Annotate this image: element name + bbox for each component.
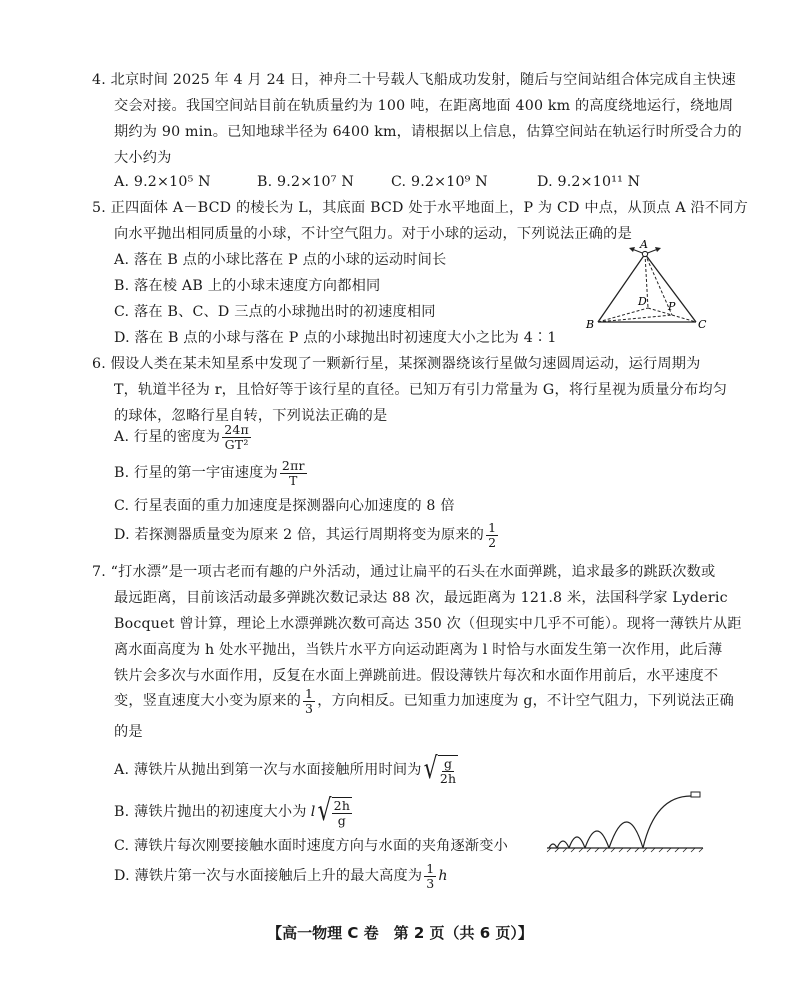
q6-option-d [114, 518, 500, 552]
q7-option-a-sqrt: √ $\frac{g}{2h}$ [423, 752, 457, 787]
q6-option-b [114, 456, 309, 490]
skipping-stone-figure [545, 782, 705, 854]
label-a: A [640, 238, 648, 251]
q6-line-1: 6. 假设人类在某未知星系中发现了一颗新行星，某探测器绕该行星做匀速圆周运动，运行周期为 [92, 356, 701, 372]
q7-line-3: Bocquet 曾计算，理论上水漂弹跳次数可高达 350 次（但现实中几乎不可能）。现将一薄铁片从距 [114, 616, 742, 632]
q6-option-b-text: B. 行星的第一宇宙速度为 [114, 465, 278, 481]
q4-line-4: 大小约为 [114, 150, 172, 166]
q6-option-d-fraction: $\frac{1}{2}$ [488, 519, 497, 550]
label-p: P [668, 300, 676, 313]
q6-option-b-fraction: $\frac{2\pi r}{T}$ [281, 457, 305, 488]
q6-option-a [114, 420, 253, 454]
q5-option-c: C. 落在 B、C、D 三点的小球抛出时的初速度相同 [114, 304, 436, 320]
q7-option-d-fraction: $\frac{1}{3}$ [426, 860, 435, 891]
q6-line-2: T，轨道半径为 r，且恰好等于该行星的直径。已知万有引力常量为 G，将行星视为质量分布均匀 [114, 382, 728, 398]
q7-line-7: 的是 [114, 724, 143, 740]
q7-option-d: D. 薄铁片第一次与水面接触后上升的最大高度为 $\frac{1}{3}$ h [114, 860, 448, 891]
q6-option-a-fraction: $\frac{24\pi}{\text{GT²}}$ [224, 421, 249, 452]
q7-line-1: 7. “打水漂”是一项古老而有趣的户外活动，通过让扁平的石头在水面弹跳，追求最多的跳跃次数或 [92, 564, 716, 580]
q5-option-b: B. 落在棱 AB 上的小球末速度方向都相同 [114, 278, 381, 294]
q5-line-1: 5. 正四面体 A－BCD 的棱长为 L，其底面 BCD 处于水平地面上，P 为 CD 中点，从顶点 A 沿不同方 [92, 200, 749, 216]
tetrahedron-figure [582, 238, 712, 336]
q5-option-d: D. 落在 B 点的小球与落在 P 点的小球抛出时初速度大小之比为 4∶1 [114, 330, 557, 346]
q6-option-c: C. 行星表面的重力加速度是探测器向心加速度的 8 倍 [114, 498, 455, 514]
q6-option-d-text: D. 若探测器质量变为原来 2 倍，其运行周期将变为原来的 [114, 527, 485, 543]
q5-line-2: 向水平抛出相同质量的小球，不计空气阻力。对于小球的运动，下列说法正确的是 [114, 226, 632, 242]
q4-option-a: A. 9.2×10⁵ N [114, 174, 211, 190]
q7-line-2: 最远距离，目前该活动最多弹跳次数记录达 88 次，最远距离为 121.8 米，法国科学家 Lyderic [114, 590, 728, 606]
page-footer: 【高一物理 C 卷 第 2 页（共 6 页）】 [267, 924, 533, 942]
q4-option-c: C. 9.2×10⁹ N [391, 174, 488, 190]
q4-option-d: D. 9.2×10¹¹ N [537, 174, 641, 190]
q7-option-b-sqrt: √ $\frac{2h}{g}$ [317, 794, 351, 829]
q5-option-a: A. 落在 B 点的小球比落在 P 点的小球的运动时间长 [114, 252, 447, 268]
q4-line-3: 期约为 90 min。已知地球半径为 6400 km，请根据以上信息，估算空间站在轨运行时所受合力的 [114, 124, 742, 140]
label-b: B [586, 318, 595, 331]
q7-line-6-fraction: $\frac{1}{3}$ [305, 685, 314, 716]
label-d: D [638, 295, 647, 308]
q7-option-a: A. 薄铁片从抛出到第一次与水面接触所用时间为 √ $\frac{g}{2h}$ [114, 752, 457, 787]
q6-option-a-text: A. 行星的密度为 [114, 429, 221, 445]
q7-option-b: B. 薄铁片抛出的初速度大小为 l √ $\frac{2h}{g}$ [114, 794, 351, 829]
q7-line-4: 离水面高度为 h 处水平抛出，当铁片水平方向运动距离为 l 时恰与水面发生第一次作用，此后薄 [114, 642, 723, 658]
q4-line-1: 4. 北京时间 2025 年 4 月 24 日，神舟二十号载人飞船成功发射，随后与空间站组合体完成自主快速 [92, 72, 736, 88]
q7-option-c: C. 薄铁片每次刚要接触水面时速度方向与水面的夹角逐渐变小 [114, 838, 509, 854]
label-c: C [698, 318, 707, 331]
q4-line-2: 交会对接。我国空间站目前在轨质量约为 100 吨，在距离地面 400 km 的高度绕地运行，绕地周 [114, 98, 734, 114]
q7-line-5: 铁片会多次与水面作用，反复在水面上弹跳前进。假设薄铁片每次和水面作用前后，水平速度不 [114, 668, 719, 684]
q6-line-3: 的球体，忽略行星自转，下列说法正确的是 [114, 408, 388, 424]
q4-option-b: B. 9.2×10⁷ N [257, 174, 354, 190]
q7-line-6: 变，竖直速度大小变为原来的 $\frac{1}{3}$ ，方向相反。已知重力加速度为 g，不计空气阻力，下列说法正确 [114, 685, 735, 716]
